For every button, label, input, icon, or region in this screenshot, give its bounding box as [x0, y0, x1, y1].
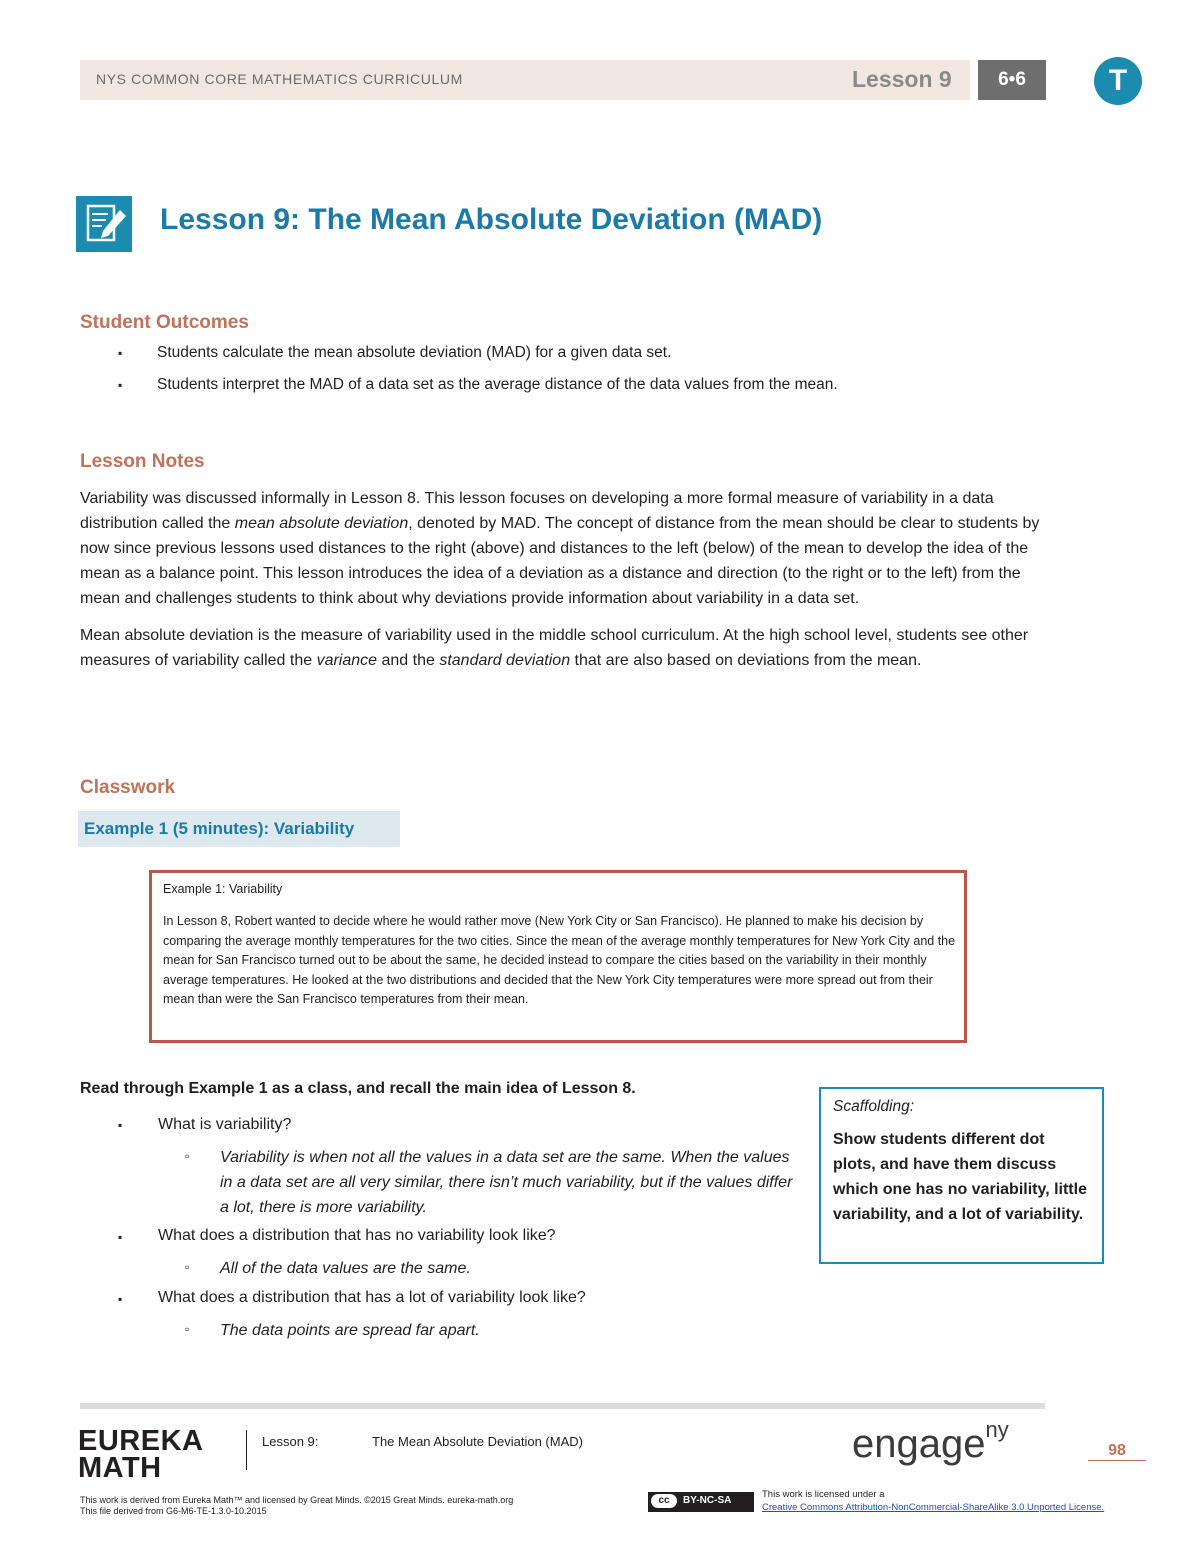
student-outcomes-heading: Student Outcomes	[80, 312, 249, 333]
sub-bullet-icon: ▫	[185, 1149, 190, 1163]
engage-text: engage	[852, 1422, 986, 1466]
bullet-icon: ▪	[118, 1292, 123, 1306]
bullet-icon: ▪	[118, 1118, 123, 1132]
footer-credit	[80, 1495, 513, 1517]
example-heading: Example 1 (5 minutes): Variability	[84, 819, 355, 838]
footer-lesson: Lesson 9:	[262, 1434, 319, 1449]
lesson-notes-body	[80, 486, 1040, 685]
cc-label: BY-NC-SA	[683, 1495, 732, 1506]
question: What is variability?	[158, 1116, 292, 1133]
bullet-icon: ▪	[118, 1230, 123, 1244]
logo-line-1: EUREKA	[78, 1425, 204, 1457]
lesson-notes-heading: Lesson Notes	[80, 451, 205, 472]
footer-rule	[80, 1403, 1045, 1409]
sub-bullet-icon: ▫	[185, 1260, 190, 1274]
pencil-paper-icon	[76, 196, 132, 252]
classwork-heading: Classwork	[80, 777, 176, 798]
answer: Variability is when not all the values in a data set are the same. When the values in a data set are all very similar, there isn’t much variability, but if the values differ a lot, there is more variability.	[220, 1149, 793, 1216]
license-notice	[762, 1488, 1104, 1514]
header-lesson: Lesson 9	[852, 66, 952, 92]
example-box-title: Example 1: Variability	[163, 882, 283, 896]
outcome-item: Students interpret the MAD of a data set as the average distance of the data values from the mean.	[157, 376, 838, 393]
eureka-math-logo	[78, 1425, 204, 1484]
bullet-icon: ▪	[118, 346, 123, 360]
creative-commons-badge-icon	[648, 1492, 754, 1512]
lesson-notes-paragraph-1: Variability was discussed informally in Lesson 8. This lesson focuses on developing a more formal measure of variability in a data distribution called the mean absolute deviation, denoted by MAD. The concept of distance from the mean should be clear to students by now since previous lessons used distances to the right (above) and distances to the left (below) of the mean to develop the idea of the mean as a balance point. This lesson introduces the idea of a deviation as a distance and direction (to the right or to the left) from the mean and challenges students to think about why deviations provide information about variability in a data set.	[80, 490, 1040, 607]
footer-lesson-title: The Mean Absolute Deviation (MAD)	[372, 1434, 583, 1449]
credit-line-2: This file derived from G6-M6-TE-1.3.0-10.2015	[80, 1506, 267, 1516]
license-link[interactable]: Creative Commons Attribution-NonCommercial-ShareAlike 3.0 Unported License.	[762, 1502, 1105, 1513]
scaffolding-title: Scaffolding:	[833, 1098, 914, 1115]
footer-divider	[246, 1430, 247, 1470]
bullet-icon: ▪	[118, 378, 123, 392]
sub-bullet-icon: ▫	[185, 1322, 190, 1336]
scaffolding-text: Show students different dot plots, and have them discuss which one has no variability, little variability, and a lot of variability.	[833, 1131, 1087, 1223]
outcome-item: Students calculate the mean absolute deviation (MAD) for a given data set.	[157, 344, 672, 361]
grade-module-badge: 6•6	[978, 60, 1046, 100]
credit-line-1: This work is derived from Eureka Math™ and licensed by Great Minds. ©2015 Great Minds. eureka-math.org	[80, 1495, 514, 1505]
read-through-instruction: Read through Example 1 as a class, and recall the main idea of Lesson 8.	[80, 1080, 636, 1097]
license-line-1: This work is licensed under a	[762, 1489, 885, 1500]
engage-sup: ny	[985, 1416, 1009, 1442]
example-heading-band	[78, 811, 400, 847]
question: What does a distribution that has no variability look like?	[158, 1227, 556, 1244]
cc-mark: cc	[651, 1494, 677, 1508]
teacher-edition-badge: T	[1094, 57, 1142, 105]
answer: All of the data values are the same.	[220, 1260, 471, 1277]
question: What does a distribution that has a lot of variability look like?	[158, 1289, 586, 1306]
page-title: Lesson 9: The Mean Absolute Deviation (MAD)	[160, 203, 823, 236]
logo-line-2: MATH	[78, 1452, 162, 1484]
answer: The data points are spread far apart.	[220, 1322, 480, 1339]
lesson-notes-paragraph-2: Mean absolute deviation is the measure of variability used in the middle school curriculum. At the high school level, students see other measures of variability called the variance and the standard deviation that are also based on deviations from the mean.	[80, 627, 1029, 669]
page-number: 98	[1088, 1442, 1146, 1461]
engage-ny-logo	[852, 1416, 1009, 1467]
curriculum-name: NYS COMMON CORE MATHEMATICS CURRICULUM	[96, 71, 463, 87]
example-box-text: In Lesson 8, Robert wanted to decide where he would rather move (New York City or San Francisco). He planned to make his decision by comparing the average monthly temperatures for the two cities. Since the mean of the average monthly temperatures for New York City and the mean for San Francisco turned out to be about the same, he decided instead to compare the cities based on the variability in their monthly average temperatures. He looked at the two distributions and decided that the New York City temperatures were more spread out from their mean than were the San Francisco temperatures from their mean.	[163, 914, 956, 1006]
